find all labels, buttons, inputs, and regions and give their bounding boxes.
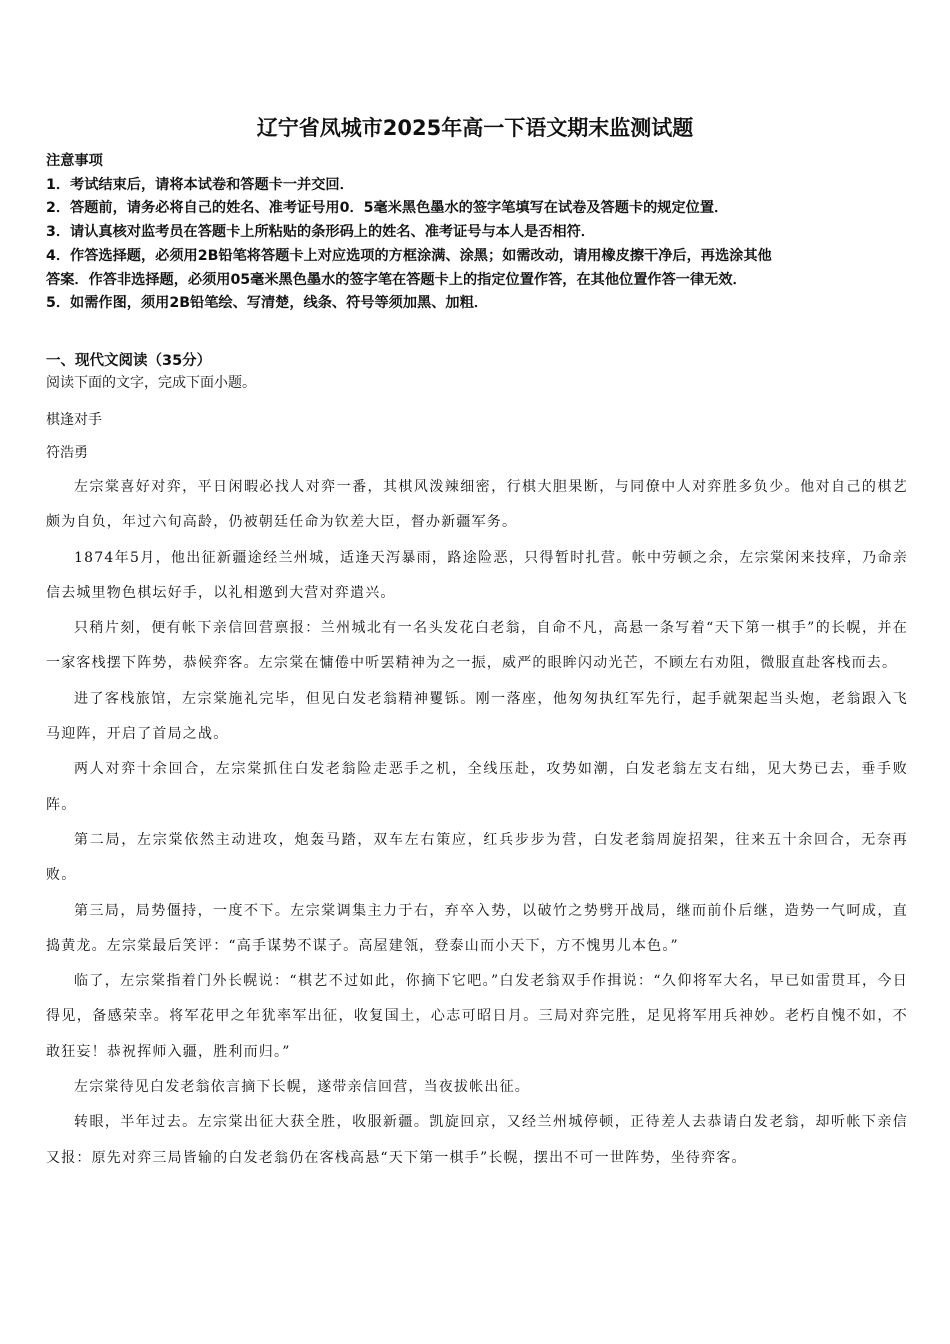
- section-instruction: 阅读下面的文字，完成下面小题。: [46, 375, 256, 391]
- story-paragraph: 第三局，局势僵持，一度不下。左宗棠调集主力于右，弃卒入势，以破竹之势劈开战局，继而前仆后继，造势一气呵成，直捣黄龙。左宗棠最后笑评：“高手谋势不谋子。高屋建瓴，登泰山而小天下，方不愧男儿本色。”: [46, 902, 908, 954]
- story-paragraph: 1874年5月，他出征新疆途经兰州城，适逢天泻暴雨，路途险恶，只得暂时扎营。帐中劳顿之余，左宗棠闲来技痒，乃命亲信去城里物色棋坛好手，以礼相邀到大营对弈遣兴。: [46, 549, 908, 601]
- story-body: [46, 404, 908, 1176]
- reading-section: [46, 350, 908, 394]
- story-paragraph: 左宗棠喜好对弈，平日闲暇必找人对弈一番，其棋风泼辣细密，行棋大胆果断，与同僚中人对弈胜多负少。他对自己的棋艺颇为自负，年过六旬高龄，仍被朝廷任命为钦差大臣，督办新疆军务。: [46, 479, 908, 531]
- note-item: 4．作答选择题，必须用2B铅笔将答题卡上对应选项的方框涂满、涂黑；如需改动，请用橡皮擦干净后，再选涂其他: [46, 247, 772, 264]
- notes-block: [46, 150, 908, 316]
- section-title: 一、现代文阅读（35分）: [46, 353, 212, 369]
- story-paragraph: 临了，左宗棠指着门外长幌说：“棋艺不过如此，你摘下它吧。”白发老翁双手作揖说：“久仰将军大名，早已如雷贯耳，今日得见，备感荣幸。将军花甲之年犹率军出征，收复国土，心志可昭日月。三局对弈完胜，足见将军用兵神妙。老朽自愧不如，不敢狂妄！恭祝挥师入疆，胜利而归。”: [46, 973, 908, 1060]
- story-paragraph: 左宗棠待见白发老翁依言摘下长幌，遂带亲信回营，当夜拔帐出征。: [74, 1079, 530, 1096]
- story-paragraph: 两人对弈十余回合，左宗棠抓住白发老翁险走恶手之机，全线压赴，攻势如潮，白发老翁左支右绌，见大势已去，垂手败阵。: [46, 761, 908, 813]
- note-item: 答案．作答非选择题，必须用05毫米黑色墨水的签字笔在答题卡上的指定位置作答，在其他位置作答一律无效．: [46, 271, 747, 288]
- note-item: 1．考试结束后，请将本试卷和答题卡一并交回．: [46, 176, 354, 193]
- note-item: 5．如需作图，须用2B铅笔绘、写清楚，线条、符号等须加黑、加粗．: [46, 295, 488, 312]
- story-author: 符浩勇: [46, 445, 88, 461]
- story-paragraph: 第二局，左宗棠依然主动进攻，炮轰马踏，双车左右策应，红兵步步为营，白发老翁周旋招架，往来五十余回合，无奈再败。: [46, 831, 908, 884]
- notes-heading: 注意事项: [46, 153, 103, 169]
- story-paragraph: 转眼，半年过去。左宗棠出征大获全胜，收服新疆。凯旋回京，又经兰州城停顿，正待差人去恭请白发老翁，却听帐下亲信又报：原先对弈三局皆输的白发老翁仍在客栈高悬“天下第一棋手”长幌，摆出不可一世阵势，坐待弈客。: [46, 1114, 908, 1166]
- document-title: 辽宁省凤城市2025年高一下语文期末监测试题: [256, 116, 694, 140]
- note-item: 2．答题前，请务必将自己的姓名、准考证号用0．5毫米黑色墨水的签字笔填写在试卷及答题卡的规定位置．: [46, 200, 729, 217]
- note-item: 3．请认真核对监考员在答题卡上所粘贴的条形码上的姓名、准考证号与本人是否相符．: [46, 224, 595, 241]
- story-title: 棋逢对手: [46, 412, 102, 428]
- story-paragraph: 进了客栈旅馆，左宗棠施礼完毕，但见白发老翁精神矍铄。刚一落座，他匆匆执红军先行，起手就架起当头炮，老翁跟入飞马迎阵，开启了首局之战。: [46, 690, 908, 743]
- story-paragraph: 只稍片刻，便有帐下亲信回营禀报：兰州城北有一名头发花白老翁，自命不凡，高悬一条写着“天下第一棋手”的长幌，并在一家客栈摆下阵势，恭候弈客。左宗棠在慵倦中听罢精神为之一振，威严的眼眸闪动光芒，不顾左右劝阻，微服直赴客栈而去。: [46, 620, 908, 672]
